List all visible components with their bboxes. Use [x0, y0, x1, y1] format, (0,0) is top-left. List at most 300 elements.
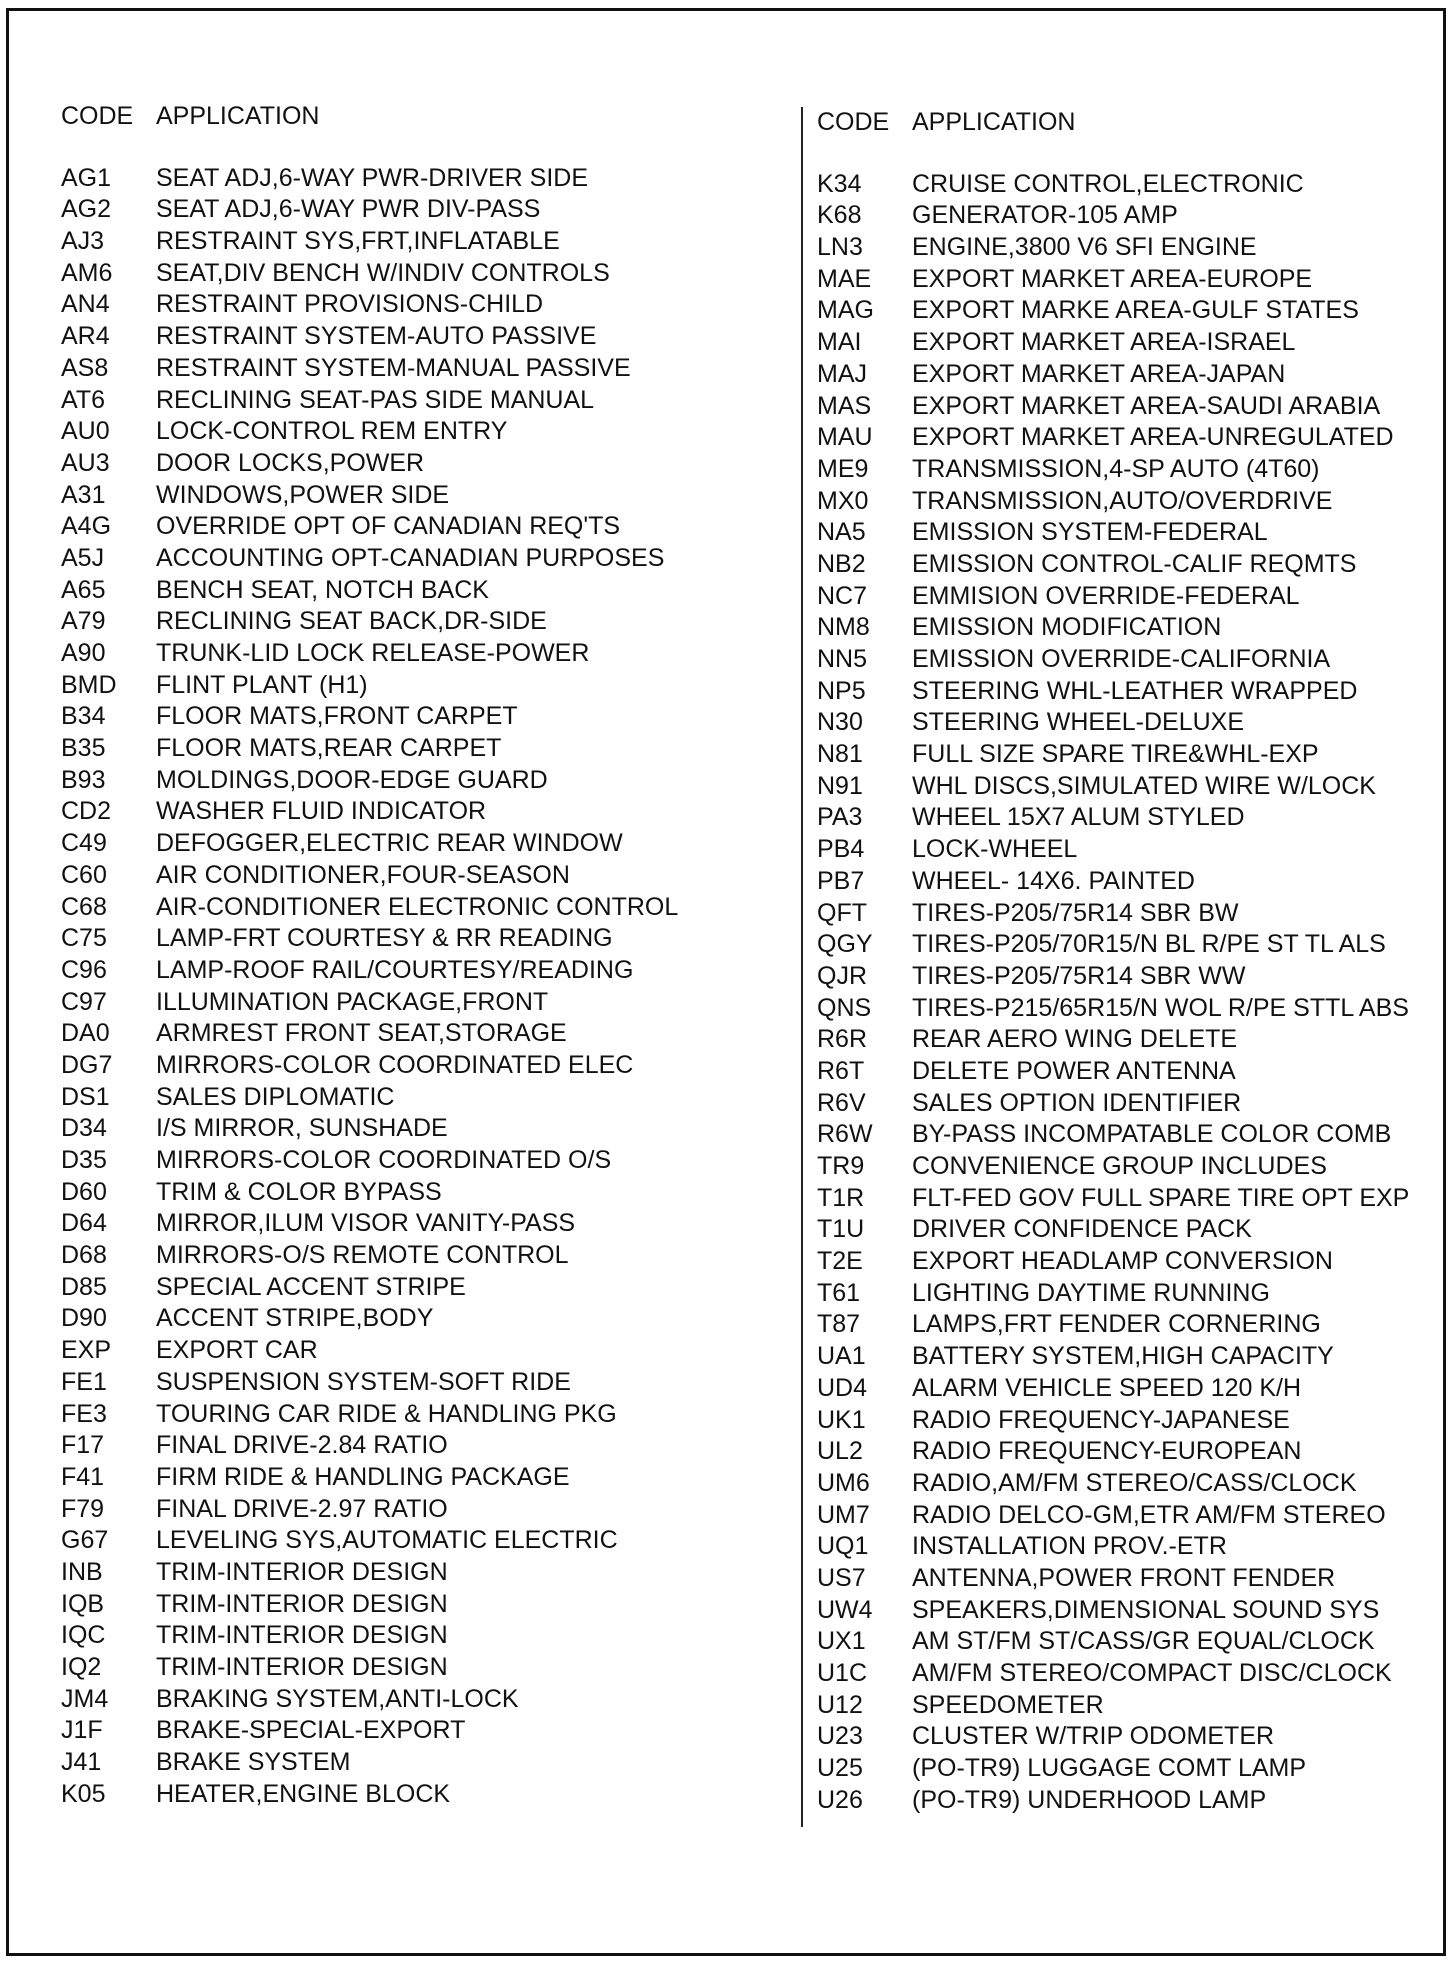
code-row: [817, 1436, 1447, 1468]
option-code: C75: [61, 924, 107, 953]
code-row: [817, 929, 1447, 961]
code-row: [61, 575, 781, 607]
option-application: EMISSION SYSTEM-FEDERAL: [912, 518, 1268, 547]
option-application: FIRM RIDE & HANDLING PACKAGE: [156, 1462, 570, 1491]
option-application: RECLINING SEAT-PAS SIDE MANUAL: [156, 385, 595, 414]
option-application: ALARM VEHICLE SPEED 120 K/H: [912, 1373, 1302, 1402]
option-code: A4G: [61, 512, 112, 541]
option-code: AU3: [61, 448, 110, 477]
option-application: STEERING WHL-LEATHER WRAPPED: [912, 676, 1358, 705]
option-application: DEFOGGER,ELECTRIC REAR WINDOW: [156, 829, 623, 858]
code-row: [61, 1494, 781, 1526]
option-application: MIRRORS-COLOR COORDINATED O/S: [156, 1146, 612, 1174]
code-row: [817, 866, 1447, 898]
code-row: [817, 1753, 1447, 1785]
option-code: D64: [61, 1209, 107, 1238]
option-code: D35: [61, 1146, 107, 1174]
option-code: F79: [61, 1494, 105, 1523]
option-application: FINAL DRIVE-2.84 RATIO: [156, 1431, 448, 1460]
code-header: CODE: [61, 102, 134, 130]
right-column-header: [817, 107, 1447, 139]
option-application: WINDOWS,POWER SIDE: [156, 480, 450, 509]
option-application: EXPORT HEADLAMP CONVERSION: [912, 1247, 1333, 1276]
option-application: SEAT ADJ,6-WAY PWR DIV-PASS: [156, 195, 541, 224]
option-application: RADIO FREQUENCY-JAPANESE: [912, 1405, 1290, 1434]
option-code: AN4: [61, 290, 110, 319]
option-application: SALES OPTION IDENTIFIER: [912, 1088, 1242, 1117]
option-code: C60: [61, 860, 107, 889]
option-application: SPEAKERS,DIMENSIONAL SOUND SYS: [912, 1595, 1380, 1624]
code-row: [61, 606, 781, 638]
code-row: [61, 1145, 781, 1177]
option-application: RECLINING SEAT BACK,DR-SIDE: [156, 607, 547, 636]
code-row: [61, 194, 781, 226]
option-code: NN5: [817, 645, 868, 673]
option-code: C49: [61, 829, 107, 858]
option-application: FULL SIZE SPARE TIRE&WHL-EXP: [912, 740, 1319, 769]
option-application: RESTRAINT SYSTEM-AUTO PASSIVE: [156, 322, 597, 351]
option-application: (PO-TR9) UNDERHOOD LAMP: [912, 1785, 1267, 1814]
option-code: MAJ: [817, 359, 867, 388]
code-row: [61, 258, 781, 290]
code-row: [817, 1056, 1447, 1088]
code-row: [61, 448, 781, 480]
option-code: T61: [817, 1278, 861, 1307]
option-code: IQC: [61, 1621, 106, 1650]
option-application: ACCOUNTING OPT-CANADIAN PURPOSES: [156, 543, 665, 572]
option-code: DA0: [61, 1019, 110, 1048]
option-application: MIRROR,ILUM VISOR VANITY-PASS: [156, 1209, 576, 1238]
code-row: [817, 1563, 1447, 1595]
option-application: WHEEL 15X7 ALUM STYLED: [912, 803, 1245, 832]
option-code: U26: [817, 1785, 863, 1814]
option-application: AM ST/FM ST/CASS/GR EQUAL/CLOCK: [912, 1627, 1375, 1656]
option-application: LAMP-FRT COURTESY & RR READING: [156, 924, 613, 953]
code-row: [817, 295, 1447, 327]
option-code: UK1: [817, 1405, 866, 1434]
code-row: [817, 1278, 1447, 1310]
option-application: SEAT ADJ,6-WAY PWR-DRIVER SIDE: [156, 163, 589, 192]
code-row: [61, 1747, 781, 1779]
option-code: N30: [817, 708, 863, 737]
option-code: D90: [61, 1304, 107, 1333]
code-row: [61, 1715, 781, 1747]
option-code: UX1: [817, 1627, 866, 1656]
code-row: [61, 1018, 781, 1050]
option-code: A5J: [61, 543, 105, 572]
option-application: RESTRAINT SYS,FRT,INFLATABLE: [156, 227, 560, 256]
code-row: [817, 359, 1447, 391]
option-code: R6T: [817, 1056, 865, 1085]
option-code: AT6: [61, 385, 105, 414]
option-application: DRIVER CONFIDENCE PACK: [912, 1215, 1252, 1244]
code-row: [817, 1690, 1447, 1722]
code-row: [61, 701, 781, 733]
code-row: [817, 1500, 1447, 1532]
code-row: [817, 707, 1447, 739]
left-column: [61, 101, 781, 1810]
code-row: [817, 1658, 1447, 1690]
code-row: [817, 993, 1447, 1025]
option-application: RESTRAINT PROVISIONS-CHILD: [156, 290, 544, 319]
code-row: [817, 739, 1447, 771]
code-row: [61, 480, 781, 512]
option-application: GENERATOR-105 AMP: [912, 201, 1178, 230]
code-row: [817, 1024, 1447, 1056]
option-code: PB4: [817, 835, 865, 864]
option-application: TIRES-P205/75R14 SBR WW: [912, 961, 1246, 990]
option-code: C96: [61, 955, 107, 984]
option-code: NM8: [817, 613, 870, 642]
option-code: PA3: [817, 803, 863, 832]
option-code: NC7: [817, 581, 868, 610]
option-application: WHL DISCS,SIMULATED WIRE W/LOCK: [912, 771, 1376, 800]
code-row: [61, 416, 781, 448]
option-code: T87: [817, 1310, 861, 1339]
option-code: INB: [61, 1557, 103, 1586]
option-code: IQB: [61, 1589, 105, 1618]
option-application: ENGINE,3800 V6 SFI ENGINE: [912, 233, 1257, 262]
code-row: [817, 1246, 1447, 1278]
option-code: R6W: [817, 1120, 873, 1149]
option-code: BMD: [61, 670, 117, 699]
option-application: FLT-FED GOV FULL SPARE TIRE OPT EXP: [912, 1183, 1410, 1212]
option-code: AG1: [61, 163, 112, 192]
code-row: [817, 898, 1447, 930]
option-application: TRIM-INTERIOR DESIGN: [156, 1589, 448, 1618]
code-row: [61, 892, 781, 924]
code-row: [817, 1183, 1447, 1215]
option-application: ARMREST FRONT SEAT,STORAGE: [156, 1019, 567, 1048]
option-code: K34: [817, 169, 862, 198]
option-code: AG2: [61, 195, 112, 224]
option-application: I/S MIRROR, SUNSHADE: [156, 1114, 448, 1143]
option-code: U12: [817, 1690, 863, 1719]
application-header: APPLICATION: [912, 108, 1076, 136]
left-code-list: [61, 163, 781, 1811]
option-application: STEERING WHEEL-DELUXE: [912, 708, 1245, 737]
option-code: MAG: [817, 296, 874, 325]
option-application: EXPORT MARKET AREA-ISRAEL: [912, 328, 1296, 357]
option-application: TRANSMISSION,AUTO/OVERDRIVE: [912, 486, 1333, 515]
option-code: QFT: [817, 898, 867, 927]
option-application: LEVELING SYS,AUTOMATIC ELECTRIC: [156, 1526, 618, 1555]
code-row: [61, 1082, 781, 1114]
option-code: C97: [61, 987, 107, 1016]
option-application: SEAT,DIV BENCH W/INDIV CONTROLS: [156, 258, 610, 287]
code-row: [817, 1531, 1447, 1563]
code-row: [61, 923, 781, 955]
code-row: [61, 1050, 781, 1082]
option-code: MX0: [817, 486, 869, 515]
code-row: [61, 163, 781, 195]
option-application: LAMPS,FRT FENDER CORNERING: [912, 1310, 1321, 1339]
option-code: DS1: [61, 1082, 110, 1111]
code-row: [817, 1595, 1447, 1627]
code-row: [61, 733, 781, 765]
option-code: MAE: [817, 264, 872, 293]
option-application: EMISSION MODIFICATION: [912, 613, 1222, 642]
option-application: TRUNK-LID LOCK RELEASE-POWER: [156, 639, 590, 667]
option-application: DELETE POWER ANTENNA: [912, 1056, 1236, 1085]
code-row: [817, 676, 1447, 708]
option-code: ME9: [817, 454, 869, 483]
option-application: AM/FM STEREO/COMPACT DISC/CLOCK: [912, 1659, 1392, 1687]
option-code: UM6: [817, 1468, 870, 1497]
option-application: TRIM & COLOR BYPASS: [156, 1177, 442, 1206]
code-row: [61, 1113, 781, 1145]
code-row: [61, 796, 781, 828]
code-row: [817, 486, 1447, 518]
code-row: [817, 644, 1447, 676]
option-code: UQ1: [817, 1532, 869, 1561]
option-application: SALES DIPLOMATIC: [156, 1082, 395, 1111]
code-row: [817, 200, 1447, 232]
code-row: [61, 1367, 781, 1399]
code-row: [817, 1468, 1447, 1500]
option-application: RESTRAINT SYSTEM-MANUAL PASSIVE: [156, 353, 631, 382]
option-application: MOLDINGS,DOOR-EDGE GUARD: [156, 765, 548, 794]
option-code: K05: [61, 1779, 106, 1808]
code-row: [61, 987, 781, 1019]
option-code: NP5: [817, 676, 866, 705]
option-application: TIRES-P215/65R15/N WOL R/PE STTL ABS: [912, 993, 1409, 1022]
option-application: EXPORT MARKET AREA-UNREGULATED: [912, 423, 1394, 452]
option-code: T1U: [817, 1215, 865, 1244]
option-application: EXPORT MARKET AREA-SAUDI ARABIA: [912, 391, 1381, 420]
option-code: F41: [61, 1462, 105, 1491]
option-application: REAR AERO WING DELETE: [912, 1025, 1238, 1054]
code-row: [61, 1620, 781, 1652]
option-code: D34: [61, 1114, 107, 1143]
option-application: DOOR LOCKS,POWER: [156, 448, 425, 477]
option-application: SPECIAL ACCENT STRIPE: [156, 1272, 466, 1301]
option-application: WASHER FLUID INDICATOR: [156, 797, 487, 826]
option-code: N81: [817, 740, 863, 769]
option-code: QGY: [817, 930, 873, 959]
option-code: U1C: [817, 1659, 868, 1687]
option-code: R6R: [817, 1025, 868, 1054]
option-code: QJR: [817, 961, 867, 990]
option-code: J41: [61, 1748, 102, 1777]
option-code: D68: [61, 1241, 107, 1270]
option-application: TIRES-P205/75R14 SBR BW: [912, 898, 1239, 927]
code-row: [61, 1335, 781, 1367]
option-application: TIRES-P205/70R15/N BL R/PE ST TL ALS: [912, 930, 1386, 959]
option-application: ACCENT STRIPE,BODY: [156, 1304, 434, 1333]
code-row: [817, 1785, 1447, 1817]
option-code: AJ3: [61, 227, 105, 256]
option-code: A31: [61, 480, 106, 509]
code-row: [61, 670, 781, 702]
code-row: [817, 834, 1447, 866]
option-application: RADIO DELCO-GM,ETR AM/FM STEREO: [912, 1500, 1386, 1529]
code-row: [817, 232, 1447, 264]
code-row: [61, 1208, 781, 1240]
code-row: [61, 1430, 781, 1462]
option-application: MIRRORS-O/S REMOTE CONTROL: [156, 1241, 569, 1270]
option-application: RADIO,AM/FM STEREO/CASS/CLOCK: [912, 1468, 1357, 1497]
option-application: CONVENIENCE GROUP INCLUDES: [912, 1152, 1327, 1180]
option-code: D60: [61, 1177, 107, 1206]
option-application: SPEEDOMETER: [912, 1690, 1104, 1719]
code-row: [61, 1272, 781, 1304]
code-row: [817, 391, 1447, 423]
option-application: BY-PASS INCOMPATABLE COLOR COMB: [912, 1120, 1392, 1149]
code-row: [817, 1721, 1447, 1753]
right-column: [817, 107, 1447, 1816]
option-application: EMISSION CONTROL-CALIF REQMTS: [912, 549, 1357, 578]
option-application: HEATER,ENGINE BLOCK: [156, 1779, 451, 1808]
option-code: UD4: [817, 1373, 868, 1402]
code-row: [817, 771, 1447, 803]
code-row: [817, 1214, 1447, 1246]
option-code: U25: [817, 1754, 863, 1783]
option-application: ILLUMINATION PACKAGE,FRONT: [156, 987, 549, 1016]
option-code: A79: [61, 607, 106, 636]
code-row: [61, 1240, 781, 1272]
option-code: FE1: [61, 1367, 107, 1396]
code-row: [61, 1525, 781, 1557]
column-divider: [801, 107, 803, 1827]
code-row: [61, 226, 781, 258]
option-code: PB7: [817, 866, 865, 895]
option-application: AIR-CONDITIONER ELECTRONIC CONTROL: [156, 892, 679, 921]
code-row: [61, 828, 781, 860]
code-row: [817, 422, 1447, 454]
option-application: FLOOR MATS,FRONT CARPET: [156, 702, 518, 731]
option-code: B34: [61, 702, 106, 731]
option-application: CRUISE CONTROL,ELECTRONIC: [912, 169, 1304, 198]
option-code: G67: [61, 1526, 109, 1555]
code-row: [817, 454, 1447, 486]
option-code: MAS: [817, 391, 872, 420]
option-application: AIR CONDITIONER,FOUR-SEASON: [156, 860, 570, 889]
code-row: [61, 860, 781, 892]
option-application: BRAKE SYSTEM: [156, 1748, 351, 1777]
option-code: US7: [817, 1563, 866, 1592]
option-code: F17: [61, 1431, 105, 1460]
option-code: B35: [61, 734, 106, 763]
code-row: [61, 1557, 781, 1589]
option-code: AU0: [61, 417, 110, 446]
option-application: SUSPENSION SYSTEM-SOFT RIDE: [156, 1367, 571, 1396]
option-application: LOCK-CONTROL REM ENTRY: [156, 417, 508, 446]
code-row: [61, 289, 781, 321]
code-row: [61, 1779, 781, 1811]
option-application: LIGHTING DAYTIME RUNNING: [912, 1278, 1270, 1307]
option-code: UW4: [817, 1595, 873, 1624]
option-application: ANTENNA,POWER FRONT FENDER: [912, 1563, 1336, 1592]
option-application: EMMISION OVERRIDE-FEDERAL: [912, 581, 1300, 610]
option-application: EXPORT MARKE AREA-GULF STATES: [912, 296, 1359, 325]
code-row: [817, 1119, 1447, 1151]
option-application: TRIM-INTERIOR DESIGN: [156, 1621, 448, 1650]
option-code: C68: [61, 892, 107, 921]
option-code: A65: [61, 575, 106, 604]
option-code: K68: [817, 201, 862, 230]
code-row: [61, 638, 781, 670]
option-code: TR9: [817, 1152, 865, 1180]
option-code: MAI: [817, 328, 862, 357]
option-code: QNS: [817, 993, 872, 1022]
option-code: EXP: [61, 1336, 112, 1365]
code-row: [61, 1652, 781, 1684]
code-row: [61, 1684, 781, 1716]
option-code: AM6: [61, 258, 113, 287]
application-header: APPLICATION: [156, 102, 320, 130]
code-row: [61, 1462, 781, 1494]
option-application: FLOOR MATS,REAR CARPET: [156, 734, 502, 763]
code-row: [61, 321, 781, 353]
option-application: BENCH SEAT, NOTCH BACK: [156, 575, 489, 604]
option-application: TRANSMISSION,4-SP AUTO (4T60): [912, 454, 1320, 483]
option-application: RADIO FREQUENCY-EUROPEAN: [912, 1437, 1302, 1466]
code-row: [817, 1405, 1447, 1437]
option-application: BRAKE-SPECIAL-EXPORT: [156, 1716, 466, 1745]
code-row: [817, 1626, 1447, 1658]
option-code: UL2: [817, 1437, 863, 1466]
code-row: [61, 955, 781, 987]
option-code: B93: [61, 765, 106, 794]
code-row: [817, 169, 1447, 201]
option-application: BRAKING SYSTEM,ANTI-LOCK: [156, 1684, 519, 1713]
option-code: T2E: [817, 1247, 863, 1276]
option-code: DG7: [61, 1050, 113, 1079]
option-code: N91: [817, 771, 863, 800]
option-application: TRIM-INTERIOR DESIGN: [156, 1653, 448, 1681]
code-row: [817, 1341, 1447, 1373]
code-row: [817, 517, 1447, 549]
option-code: J1F: [61, 1716, 103, 1745]
option-application: INSTALLATION PROV.-ETR: [912, 1532, 1227, 1561]
option-code: NA5: [817, 518, 866, 547]
option-code: UA1: [817, 1342, 866, 1371]
code-row: [817, 961, 1447, 993]
code-row: [817, 581, 1447, 613]
option-code: T1R: [817, 1183, 865, 1212]
code-row: [817, 264, 1447, 296]
left-column-header: [61, 101, 781, 133]
option-application: TOURING CAR RIDE & HANDLING PKG: [156, 1399, 617, 1428]
option-code: R6V: [817, 1088, 866, 1117]
code-row: [817, 1088, 1447, 1120]
option-code: JM4: [61, 1684, 109, 1713]
option-application: EXPORT MARKET AREA-EUROPE: [912, 264, 1313, 293]
code-row: [61, 385, 781, 417]
option-code: UM7: [817, 1500, 870, 1529]
option-code: LN3: [817, 233, 863, 262]
code-row: [817, 1373, 1447, 1405]
code-row: [817, 802, 1447, 834]
option-code: IQ2: [61, 1653, 102, 1681]
code-row: [61, 543, 781, 575]
code-row: [817, 612, 1447, 644]
option-code: U23: [817, 1722, 863, 1751]
option-code: AR4: [61, 322, 110, 351]
option-application: LOCK-WHEEL: [912, 835, 1078, 864]
code-row: [817, 549, 1447, 581]
option-application: EXPORT CAR: [156, 1336, 318, 1365]
option-application: TRIM-INTERIOR DESIGN: [156, 1557, 448, 1586]
option-application: OVERRIDE OPT OF CANADIAN REQ'TS: [156, 512, 621, 541]
option-code: A90: [61, 639, 106, 667]
code-row: [817, 1309, 1447, 1341]
code-row: [817, 327, 1447, 359]
code-row: [61, 1589, 781, 1621]
option-code: NB2: [817, 549, 866, 578]
option-application: WHEEL- 14X6. PAINTED: [912, 866, 1195, 895]
